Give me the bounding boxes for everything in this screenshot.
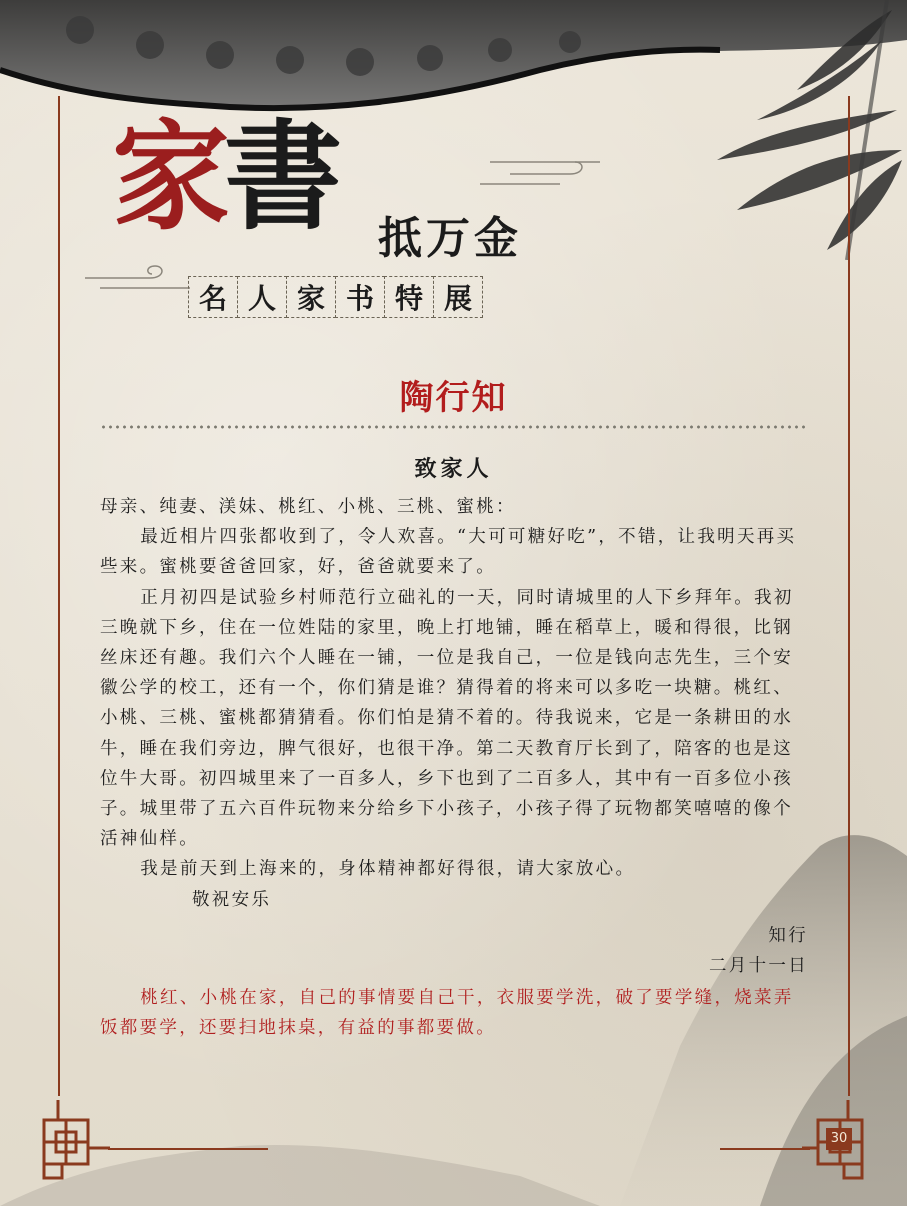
grid-char: 展 (433, 276, 483, 318)
grid-char: 书 (335, 276, 385, 318)
title-char-shu: 書 (224, 107, 337, 246)
letter-date: 二月十一日 (709, 956, 808, 977)
grid-char: 家 (286, 276, 336, 318)
title-subtitle: 抵万金 (378, 213, 522, 264)
dotted-divider (100, 424, 808, 430)
letter-body (100, 492, 808, 1044)
exhibit-grid-title (188, 276, 482, 318)
letter-signature: 知行 (768, 925, 808, 946)
frame-right-line (848, 96, 850, 1096)
frame-bottom-left-line (108, 1148, 268, 1150)
letter-paragraph: 正月初四是试验乡村师范行立础礼的一天，同时请城里的人下乡拜年。我初三晚就下乡，住在一位姓陆的家里，晚上打地铺，睡在稻草上，暖和得很，比钢丝床还有趣。我们六个人睡在一铺，一位是我自己，一位是钱向志先生，三个安徽公学的校工，还有一个，你们猜是谁？猜得着的将来可以多吃一块糖。桃红、小桃、三桃、蜜桃都猜猜看。你们怕是猜不着的。待我说来，它是一条耕田的水牛，睡在我们旁边，脾气很好，也很干净。第二天教育厅长到了，陪客的也是这位牛大哥。初四城里来了一百多人，乡下也到了二百多人，其中有一百多位小孩子。城里带了五六百件玩物来分给乡下小孩子，小孩子得了玩物都笑嘻嘻的像个活神仙样。 (100, 587, 794, 850)
grid-char: 名 (188, 276, 238, 318)
cloud-swirl-decoration (80, 258, 200, 298)
letter-paragraph: 我是前天到上海来的，身体精神都好得很，请大家放心。 (140, 859, 636, 880)
letter-paragraph: 最近相片四张都收到了，令人欢喜。“大可可糖好吃”，不错，让我明天再买些来。蜜桃要爸爸回家，好，爸爸就要来了。 (100, 527, 797, 578)
page-number: 30 (826, 1128, 852, 1150)
chinese-knot-corner-left (40, 1100, 120, 1180)
grid-char: 人 (237, 276, 287, 318)
letter-postscript: 桃红、小桃在家，自己的事情要自己干，衣服要学洗，破了要学缝，烧菜弄饭都要学，还要扫地抹桌，有益的事都要做。 (100, 988, 794, 1039)
title-char-jia: 家 (112, 107, 225, 246)
calligraphy-title (112, 107, 337, 246)
grid-char: 特 (384, 276, 434, 318)
author-name: 陶行知 (399, 378, 508, 418)
cloud-swirl-decoration (480, 150, 610, 190)
letter-closing: 敬祝安乐 (192, 889, 272, 910)
letter-salutation: 母亲、纯妻、渼妹、桃红、小桃、三桃、蜜桃： (100, 497, 516, 517)
frame-left-line (58, 96, 60, 1096)
letter-title: 致家人 (414, 456, 493, 482)
bamboo-leaves-decoration (677, 0, 907, 260)
frame-bottom-right-line (720, 1148, 810, 1150)
